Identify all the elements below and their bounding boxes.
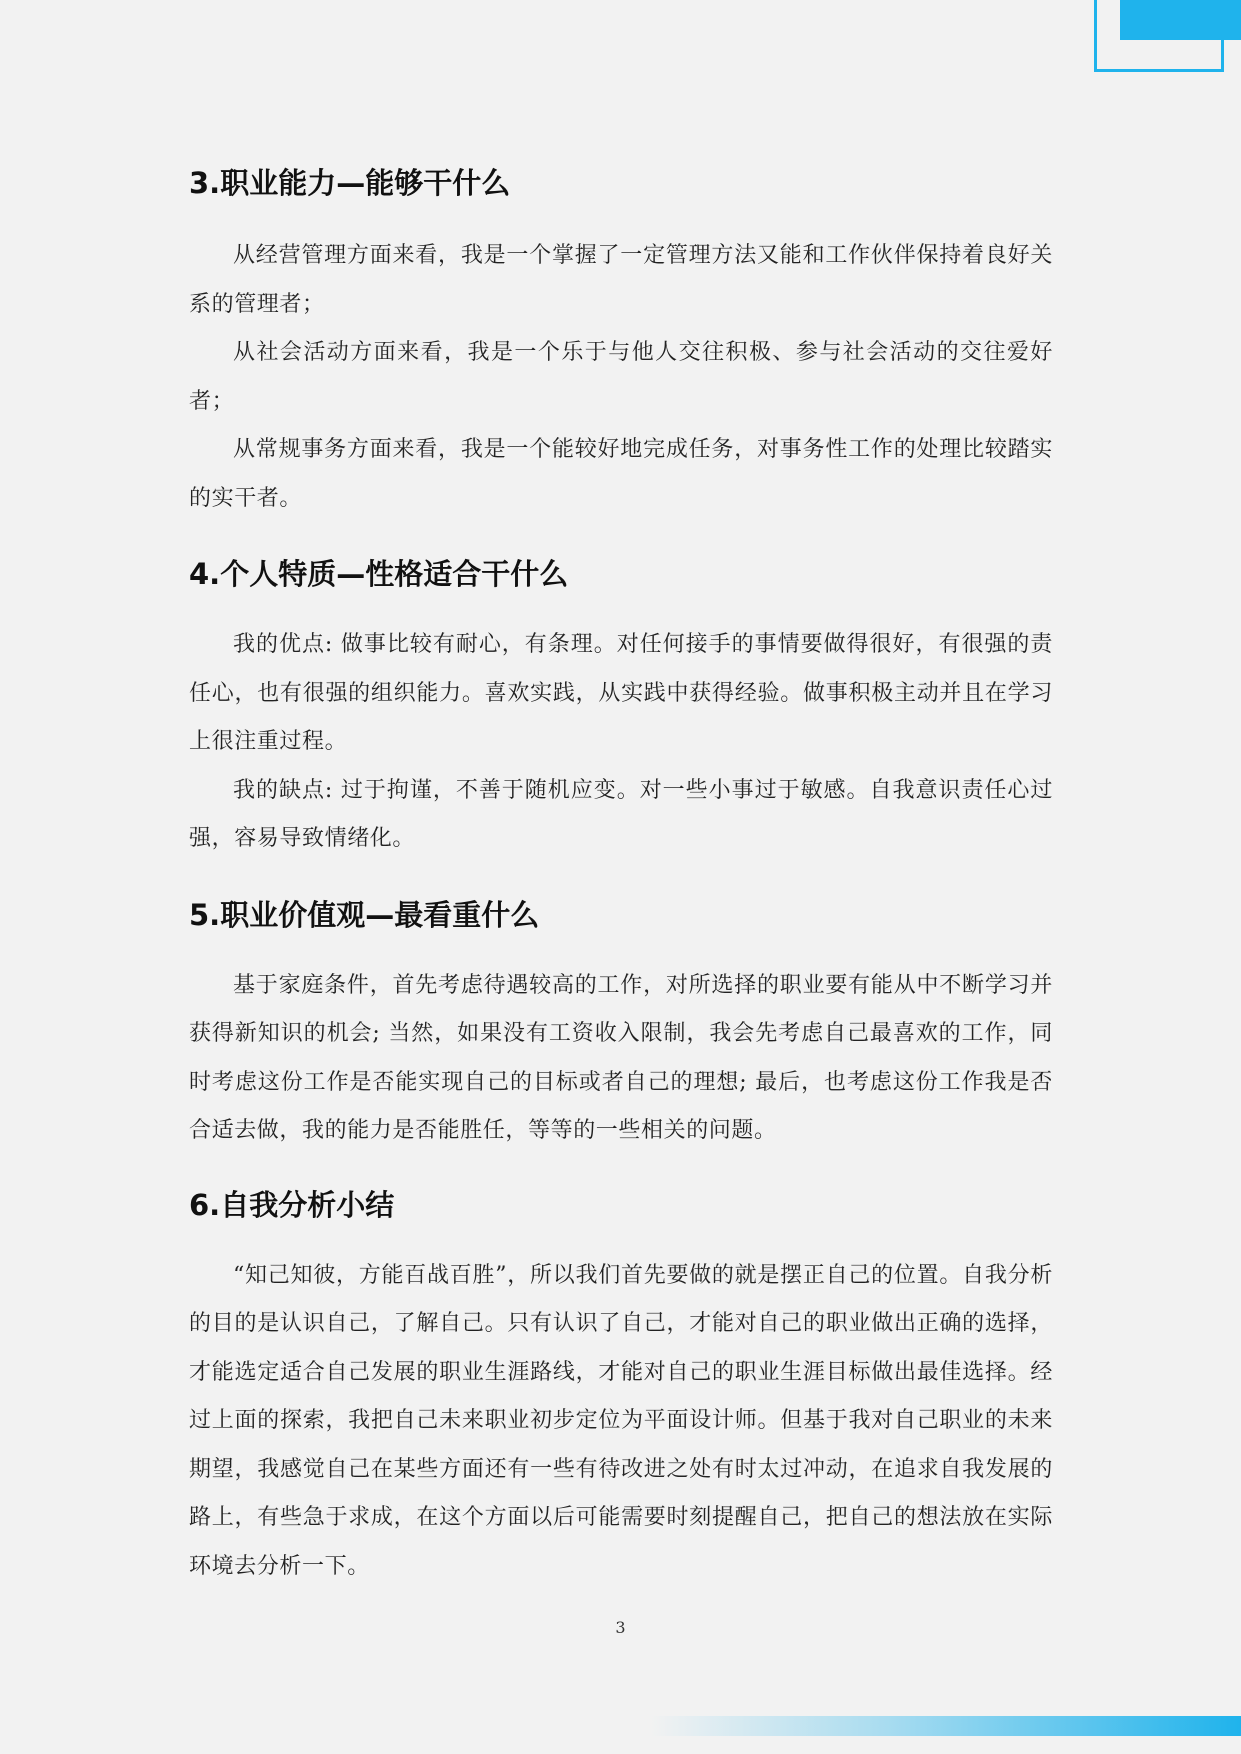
section-heading: 4.个人特质—性格适合干什么 [189, 557, 569, 591]
paragraph: 从经营管理方面来看，我是一个掌握了一定管理方法又能和工作伙伴保持着良好关系的管理者； [189, 243, 1053, 317]
paragraph: 我的优点: 做事比较有耐心，有条理。对任何接手的事情要做得很好，有很强的责任心，也有很强的组织能力。喜欢实践，从实践中获得经验。做事积极主动并且在学习上很注重过程。 [189, 632, 1053, 754]
paragraph: 从社会活动方面来看，我是一个乐于与他人交往积极、参与社会活动的交往爱好者； [189, 340, 1053, 414]
page-number: 3 [615, 1618, 626, 1637]
corner-decoration-fill [1120, 0, 1241, 40]
paragraph: “知己知彼，方能百战百胜”，所以我们首先要做的就是摆正自己的位置。自我分析的目的是认识自己，了解自己。只有认识了自己，才能对自己的职业做出正确的选择，才能选定适合自己发展的职业生涯路线，才能对自己的职业生涯目标做出最佳选择。经过上面的探索，我把自己未来职业初步定位为平面设计师。但基于我对自己职业的未来期望，我感觉自己在某些方面还有一些有待改进之处有时太过冲动，在追求自我发展的路上，有些急于求成，在这个方面以后可能需要时刻提醒自己，把自己的想法放在实际环境去分析一下。 [189, 1262, 1053, 1579]
paragraph: 我的缺点: 过于拘谨，不善于随机应变。对一些小事过于敏感。自我意识责任心过强，容易导致情绪化。 [189, 777, 1053, 851]
paragraph: 基于家庭条件，首先考虑待遇较高的工作，对所选择的职业要有能从中不断学习并获得新知识的机会; 当然，如果没有工资收入限制，我会先考虑自己最喜欢的工作，同时考虑这份工作是否能实现自己的目标或者自己的理想; 最后，也考虑这份工作我是否合适去做，我的能力是否能胜任，等等的一些相关的问题。 [189, 972, 1053, 1143]
footer-accent-bar [650, 1716, 1241, 1736]
section-heading: 6.自我分析小结 [189, 1187, 395, 1222]
section-heading: 5.职业价值观—最看重什么 [189, 897, 540, 932]
section-self-analysis-summary [189, 1180, 1053, 1592]
paragraph: 从常规事务方面来看，我是一个能较好地完成任务，对事务性工作的处理比较踏实的实干者。 [189, 437, 1053, 511]
section-career-values [189, 890, 1053, 1156]
section-heading: 3.职业能力—能够干什么 [189, 166, 511, 200]
section-career-ability [189, 158, 1053, 523]
section-personal-traits [189, 549, 1053, 864]
document-body [189, 158, 1053, 1591]
